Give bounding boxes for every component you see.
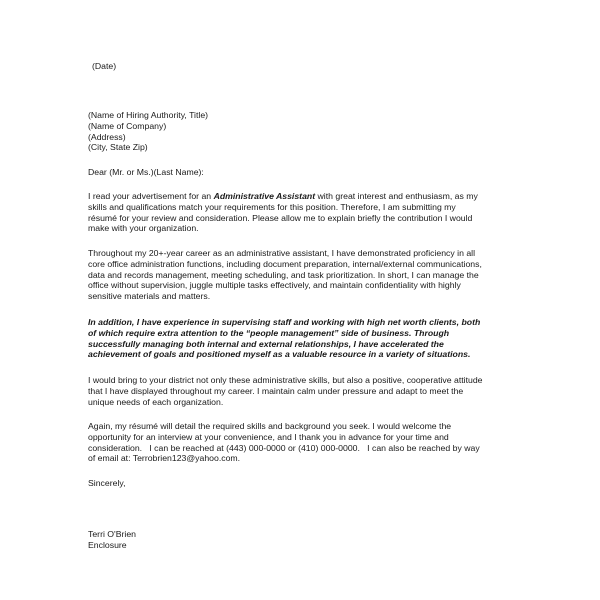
paragraph-line: sensitive materials and matters.: [88, 291, 211, 302]
salutation-text: Dear (Mr. or Ms.)(Last Name):: [88, 167, 204, 177]
paragraph-experience: [88, 248, 528, 302]
intro-text-cont: with great interest and enthusiasm, as my: [315, 191, 478, 201]
position-title: Administrative Assistant: [213, 191, 316, 201]
recipient-name-line: (Name of Hiring Authority, Title): [88, 110, 209, 120]
recipient-address-line: (Address): [88, 131, 126, 142]
recipient-company-line: (Name of Company): [88, 120, 167, 131]
paragraph-line: [88, 191, 528, 202]
closing: [88, 478, 528, 489]
paragraph-line: consideration. I can be reached at (443) 000-0000 or (410) 000-0000. I can also be reached by way: [88, 442, 480, 453]
paragraph-line: skills and qualifications match your requirements for this position. Therefore, I am submitting my: [88, 201, 456, 212]
paragraph-line: core office administration functions, including document preparation, internal/external communications,: [88, 258, 482, 269]
paragraph-line: make with your organization.: [88, 223, 199, 234]
paragraph-attitude: [88, 375, 528, 407]
recipient-address: [88, 110, 528, 153]
paragraph-line: that I have displayed throughout my career. I maintain calm under pressure and adapt to meet the: [88, 385, 464, 396]
letter-date: [92, 61, 532, 72]
recipient-city-line: (City, State Zip): [88, 142, 148, 153]
paragraph-line: office without supervision, juggle multiple tasks effectively, and maintain confidentiality with highly: [88, 280, 461, 291]
paragraph-contact: [88, 421, 528, 464]
paragraph-line: unique needs of each organization.: [88, 396, 224, 407]
signature-name: Terri O'Brien: [88, 529, 137, 539]
signature-block: [88, 529, 528, 551]
enclosure-note: Enclosure: [88, 539, 127, 550]
date-text: (Date): [92, 61, 117, 71]
paragraph-line: successfully managing both internal and external relationships, I have accelerated the: [88, 338, 444, 349]
paragraph-highlight: [88, 317, 528, 360]
paragraph-line: In addition, I have experience in supervising staff and working with high net worth clients, both: [88, 317, 481, 327]
salutation: [88, 167, 528, 178]
paragraph-line: I would bring to your district not only these administrative skills, but also a positive, cooperative attitude: [88, 375, 483, 385]
paragraph-line: résumé for your review and consideration. Please allow me to explain briefly the contribution I would: [88, 212, 473, 223]
paragraph-line: of email at: Terrobrien123@yahoo.com.: [88, 453, 241, 464]
paragraph-line: opportunity for an interview at your convenience, and I thank you in advance for your time and: [88, 431, 449, 442]
intro-text: I read your advertisement for an: [88, 191, 214, 201]
paragraph-line: of which require extra attention to the “people management” side of business. Through: [88, 327, 450, 338]
paragraph-line: Again, my résumé will detail the required skills and background you seek. I would welcome the: [88, 421, 452, 431]
paragraph-intro: [88, 191, 528, 234]
paragraph-line: achievement of goals and positioned myself as a valuable resource in a variety of situations.: [88, 349, 471, 360]
paragraph-line: Throughout my 20+-year career as an administrative assistant, I have demonstrated proficiency in all: [88, 248, 476, 258]
closing-text: Sincerely,: [88, 478, 126, 488]
paragraph-line: data and records management, meeting scheduling, and task prioritization. In short, I can manage the: [88, 269, 479, 280]
